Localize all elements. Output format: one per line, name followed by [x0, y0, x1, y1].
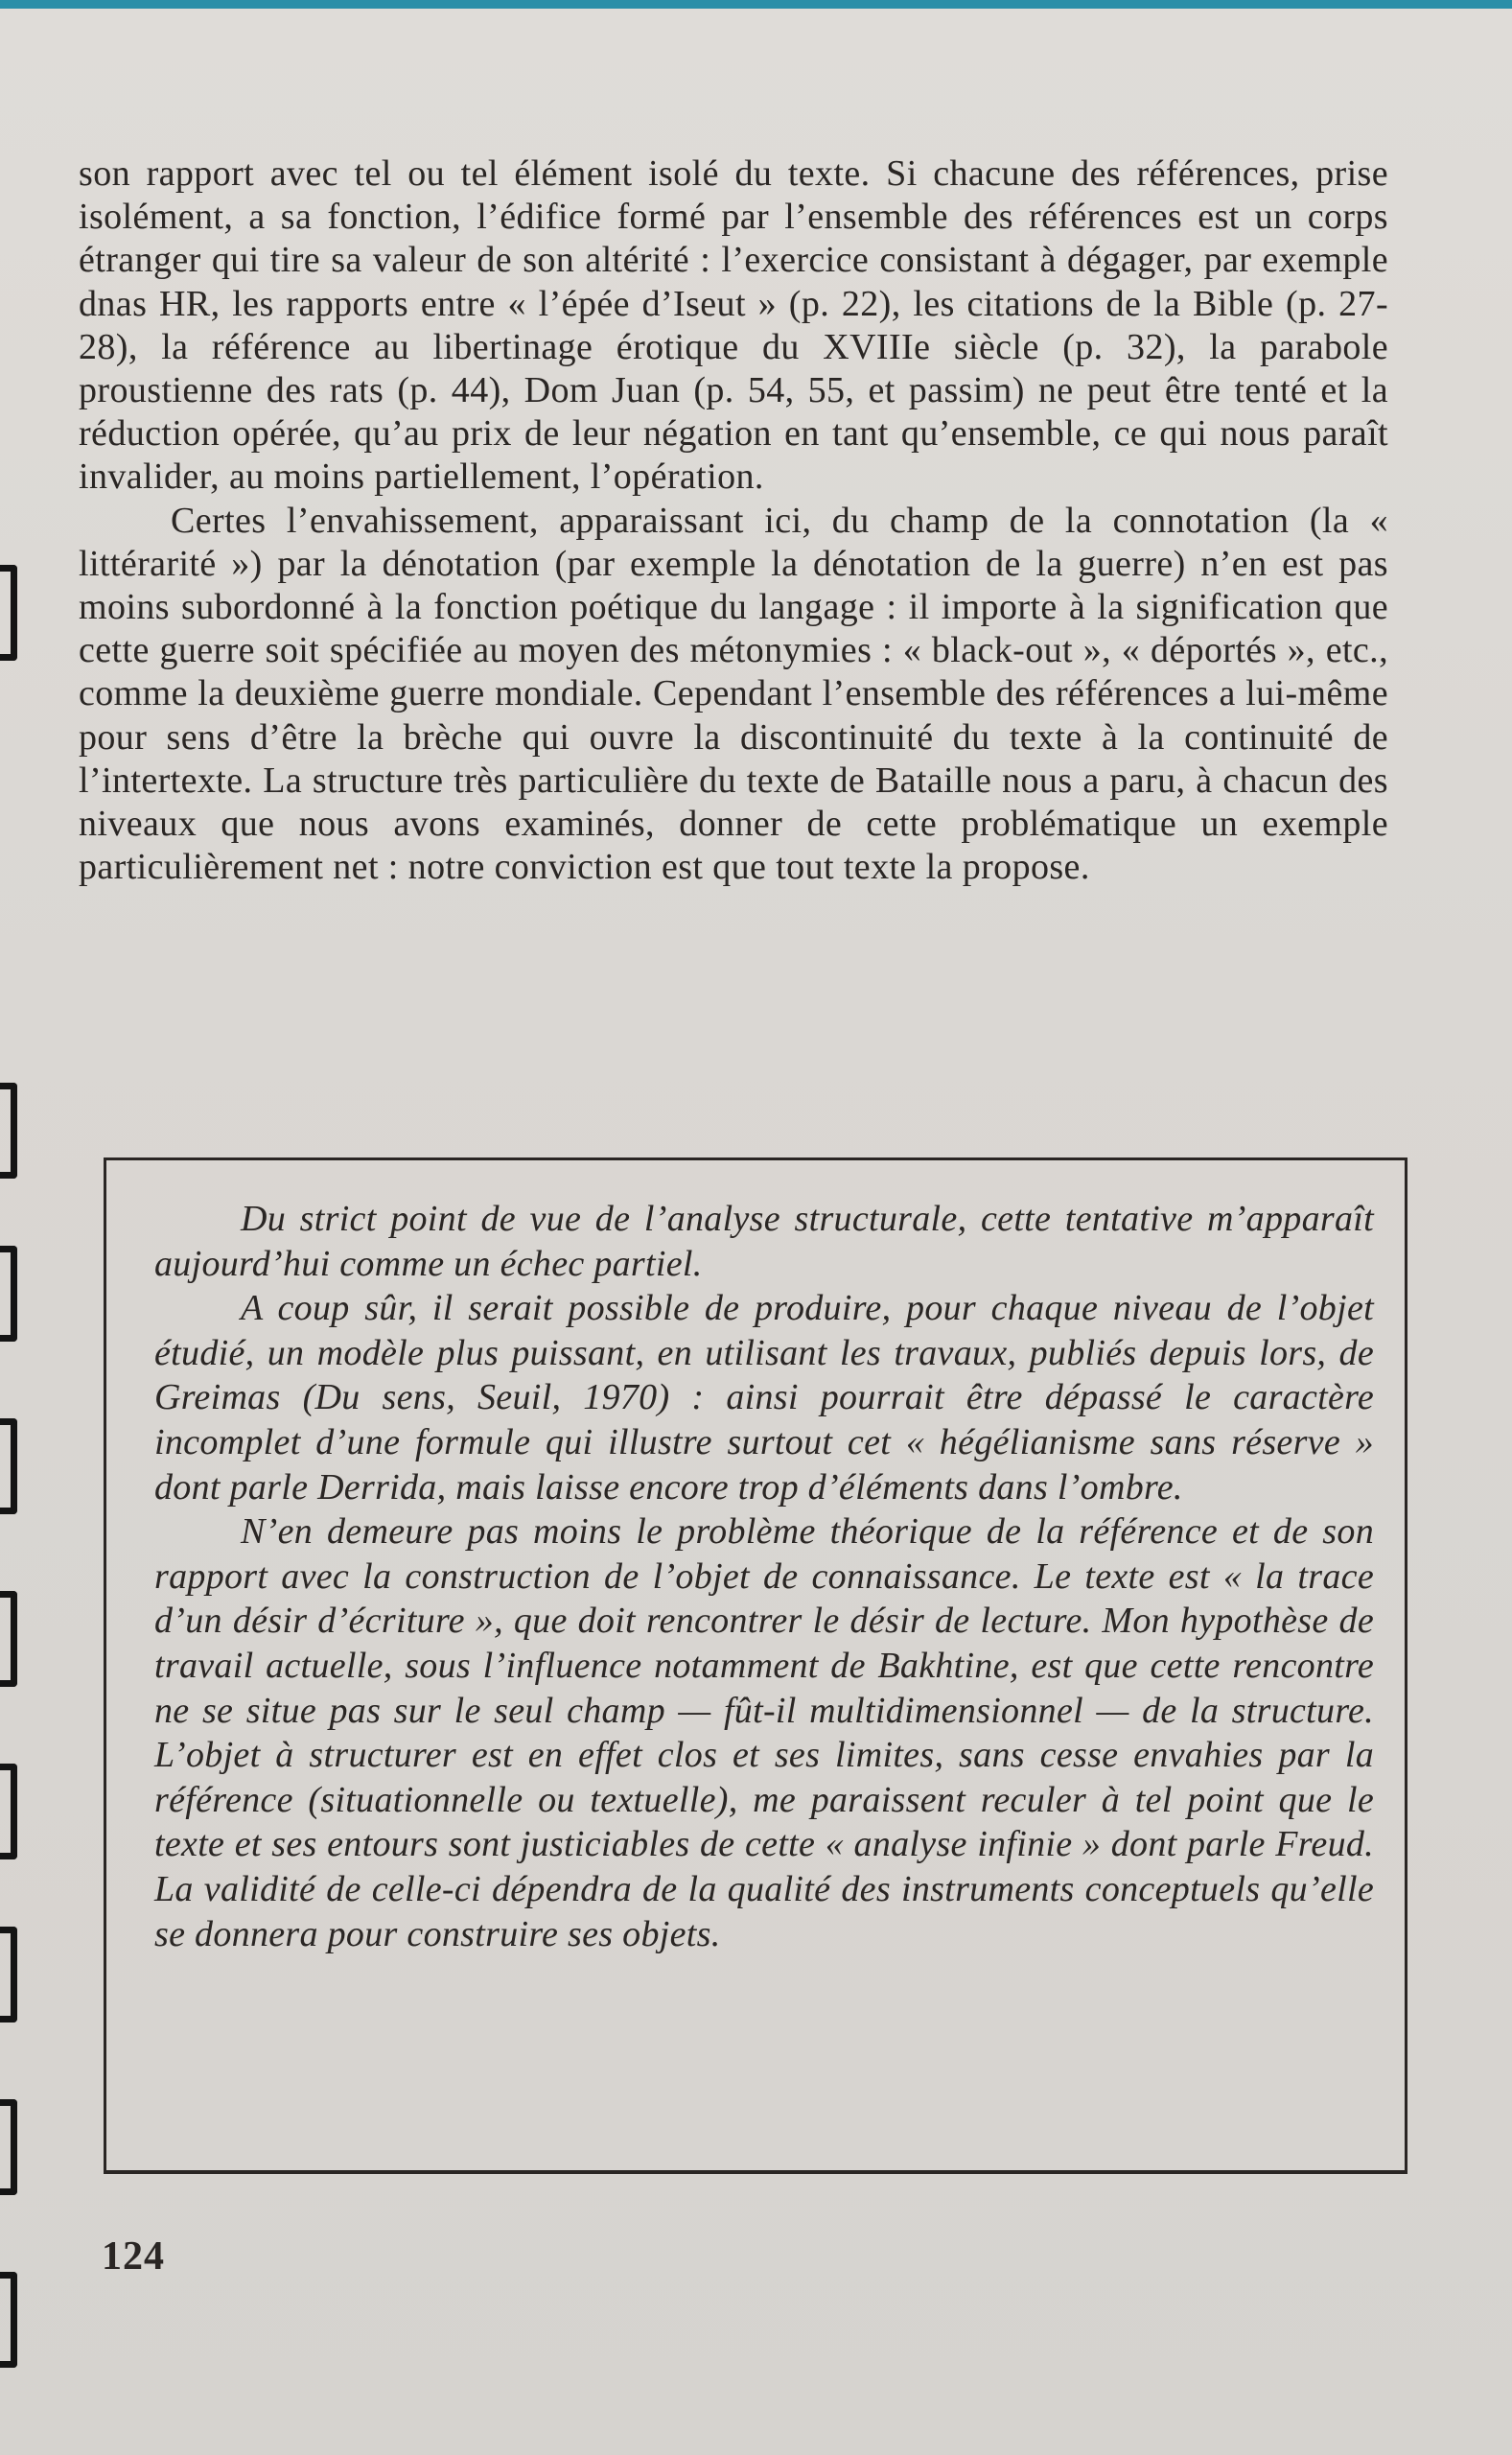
note-paragraph: N’en demeure pas moins le problème théorique de la référence et de son rapport avec la construction de l’objet de connaissance. Le texte est « la trace d’un désir d’écriture », que doit rencontrer le désir de lecture. Mon hypothèse de travail actuelle, sous l’influence notamment de Bakhtine, est que cette rencontre ne se situe pas sur le seul champ — fût-il multidimensionnel — de la structure. L’objet à structurer est en effet clos et ses limites, sans cesse envahies par la référence (situationnelle ou textuelle), me paraissent reculer à tel point que le texte et ses entours sont justiciables de cette « analyse infinie » dont parle Freud. La validité de celle-ci dépendra de la qualité des instruments conceptuels qu’elle se donnera pour construire ses objets. — [154, 1511, 1374, 1954]
binding-ring — [0, 1591, 17, 1687]
binding-ring — [0, 1246, 17, 1342]
paragraph: Certes l’envahissement, apparaissant ici, du champ de la connotation (la « littérarité ») par la dénotation (par exemple la dénotation de la guerre) n’en est pas moins subordonné à la fonction poétique du langage : il importe à la signification que cette guerre soit spécifiée au moyen des métonymies : « black-out », « déportés », etc., comme la deuxième guerre mondiale. Cependant l’ensemble des références a lui-même pour sens d’être la brèche qui ouvre la discontinuité du texte à la continuité de l’intertexte. La structure très particulière du texte de Bataille nous a paru, à chacun des niveaux que nous avons examinés, donner de cette problématique un exemple particulièrement net : notre conviction est que tout texte la propose. — [79, 500, 1388, 888]
note-paragraph: A coup sûr, il serait possible de produire, pour chaque niveau de l’objet étudié, un modèle plus puissant, en utilisant les travaux, publiés depuis lors, de Greimas (Du sens, Seuil, 1970) : ainsi pourrait être dépassé le caractère incomplet d’une formule qui illustre surtout cet « hégélianisme sans réserve » dont parle Derrida, mais laisse encore trop d’éléments dans l’ombre. — [154, 1288, 1374, 1508]
boxed-author-note — [104, 1157, 1407, 2174]
binding-ring — [0, 1927, 17, 2022]
paragraph: son rapport avec tel ou tel élément isolé du texte. Si chacune des références, prise isolément, a sa fonction, l’édifice formé par l’ensemble des références est un corps étranger qui tire sa valeur de son altérité : l’exercice consistant à dégager, par exemple dnas HR, les rapports entre « l’épée d’Iseut » (p. 22), les citations de la Bible (p. 27-28), la référence au libertinage érotique du XVIIIe siècle (p. 32), la parabole proustienne des rats (p. 44), Dom Juan (p. 54, 55, et passim) ne peut être tenté et la réduction opérée, qu’au prix de leur négation en tant qu’ensemble, ce qui nous paraît invalider, au moins partiellement, l’opération. — [79, 153, 1388, 498]
spiral-binding — [0, 9, 29, 2455]
main-text — [79, 152, 1388, 889]
boxed-note-text — [154, 1197, 1374, 1956]
binding-ring — [0, 1764, 17, 1859]
binding-ring — [0, 2099, 17, 2195]
note-paragraph: Du strict point de vue de l’analyse structurale, cette tentative m’apparaît aujourd’hui comme un échec partiel. — [154, 1199, 1374, 1284]
binding-ring — [0, 1418, 17, 1514]
binding-ring — [0, 1083, 17, 1179]
page-number: 124 — [102, 2234, 165, 2279]
book-edge-strip — [0, 0, 1512, 9]
binding-ring — [0, 2272, 17, 2368]
binding-ring — [0, 565, 17, 661]
book-page — [0, 9, 1512, 2455]
